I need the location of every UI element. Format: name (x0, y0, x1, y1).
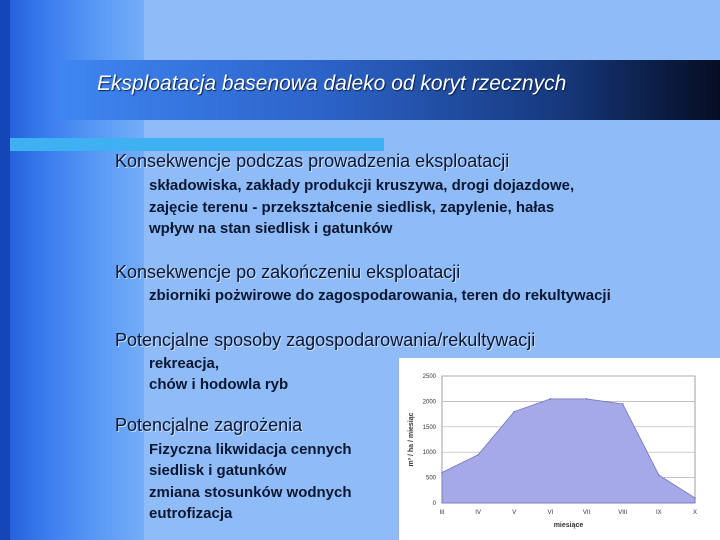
data-point (586, 398, 588, 400)
list-item: chów i hodowla ryb (149, 376, 289, 393)
x-tick-label: VI (547, 510, 554, 516)
left-dark-stripe (0, 0, 10, 540)
x-tick-label: V (512, 510, 517, 516)
list-item: eutrofizacja (149, 505, 233, 522)
data-point (694, 497, 696, 499)
list-item: Fizyczna likwidacja cennych (149, 441, 352, 458)
x-tick-label: X (692, 510, 698, 516)
data-point (550, 398, 552, 400)
list-item: składowiska, zakłady produkcji kruszywa, drogi dojazdowe, (149, 177, 575, 194)
section-heading-threats: Potencjalne zagrożenia (115, 415, 303, 435)
x-tick-label: IV (475, 510, 481, 516)
water-usage-chart (399, 358, 720, 540)
list-item: rekreacja, (149, 355, 220, 372)
chart-svg (399, 358, 720, 540)
y-tick-label: 2500 (422, 374, 436, 380)
y-tick-label: 2000 (422, 399, 436, 406)
data-point (513, 411, 515, 413)
x-tick-label: VIII (618, 510, 628, 516)
y-axis-label: m³ / ha / miesiąc (408, 412, 415, 467)
list-item: wpływ na stan siedlisk i gatunków (149, 220, 393, 237)
y-tick-label: 0 (432, 501, 436, 507)
list-item: zmiana stosunków wodnych (149, 484, 352, 501)
x-tick-label: VII (582, 510, 591, 516)
section-heading-reclamation: Potencjalne sposoby zagospodarowania/rekultywacji (115, 330, 536, 350)
x-tick-label: III (439, 510, 445, 516)
list-item: zbiorniki pożwirowe do zagospodarowania, teren do rekultywacji (149, 287, 611, 304)
x-tick-label: IX (656, 510, 662, 516)
y-tick-label: 1500 (422, 424, 436, 431)
list-item: zajęcie terenu - przekształcenie siedlisk, zapylenie, hałas (149, 199, 555, 216)
slide-title: Eksploatacja basenowa daleko od koryt rzecznych (97, 72, 567, 95)
x-axis-label: miesiące (553, 522, 584, 529)
section-heading-during-extraction: Konsekwencje podczas prowadzenia eksploatacji (115, 151, 510, 171)
data-point (622, 403, 624, 405)
y-tick-label: 500 (425, 475, 436, 482)
list-item: siedlisk i gatunków (149, 462, 287, 479)
y-tick-label: 1000 (422, 450, 436, 457)
title-underline-bar (10, 138, 384, 151)
data-point (441, 472, 443, 474)
data-point (477, 454, 479, 456)
section-heading-after-extraction: Konsekwencje po zakończeniu eksploatacji (115, 262, 461, 282)
data-point (658, 474, 660, 476)
